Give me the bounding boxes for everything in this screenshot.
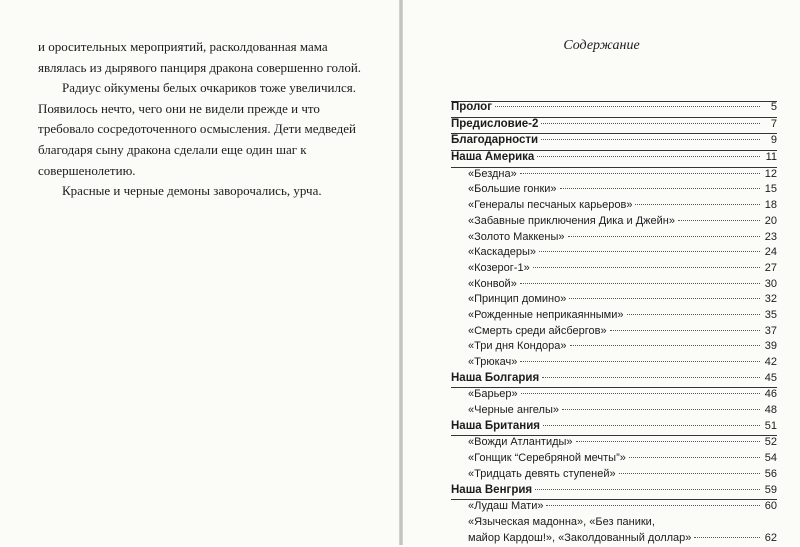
toc-section	[451, 372, 777, 389]
toc-entry-title: «Трюкач»	[468, 356, 518, 368]
toc-page-number: 59	[764, 483, 777, 496]
toc-leader-dots	[610, 330, 760, 331]
toc-entry	[451, 199, 777, 215]
toc-entry	[451, 340, 777, 356]
toc-entry	[451, 278, 777, 294]
toc-entry-title: Наша Венгрия	[451, 483, 533, 496]
toc-page-number: 46	[764, 388, 777, 401]
toc-entry	[451, 183, 777, 199]
toc-page-number: 5	[770, 101, 777, 113]
toc-leader-dots	[542, 377, 760, 378]
toc-page-number: 15	[764, 183, 777, 196]
toc-entry-title: «Черные ангелы»	[468, 404, 559, 417]
toc-leader-dots	[539, 251, 760, 252]
toc-section	[451, 420, 777, 437]
body-text	[38, 37, 372, 202]
paragraph: Радиус ойкумены белых очкариков тоже увеличился. Появилось нечто, чего они не видели прежде и что требовало сосредоточенного осмысления. Дети медведей благодаря сыну дракона сделали еще один шаг к совершенолетию.	[38, 80, 356, 178]
toc-page-number: 37	[764, 324, 777, 337]
toc-page-number: 39	[764, 340, 777, 353]
toc-entry	[451, 468, 777, 484]
toc-section	[451, 134, 777, 151]
table-of-contents	[451, 101, 777, 547]
toc-page-number: 35	[764, 308, 777, 321]
toc-entry-title: Наша Америка	[451, 151, 535, 164]
toc-page-number: 12	[764, 167, 777, 180]
toc-entry-title: «Рожденные неприкаянными»	[468, 308, 624, 321]
toc-leader-dots	[541, 139, 760, 140]
toc-entry	[451, 309, 777, 325]
toc-entry-title: «Генералы песчаных карьеров»	[468, 199, 633, 212]
toc-leader-dots	[694, 537, 760, 538]
paragraph: Красные и черные демоны заворочались, урча.	[62, 183, 322, 199]
toc-section	[451, 151, 777, 168]
toc-entry-title: «Большие гонки»	[468, 183, 557, 196]
toc-leader-dots	[546, 505, 760, 506]
toc-leader-dots	[629, 457, 760, 458]
toc-entry-title: Наша Британия	[451, 419, 540, 432]
toc-entry	[451, 293, 777, 309]
toc-entry	[451, 262, 777, 278]
toc-entry-title: Предисловие-2	[451, 117, 539, 130]
toc-entry	[451, 404, 777, 420]
toc-leader-dots	[635, 204, 760, 205]
toc-title: Содержание	[563, 38, 640, 53]
toc-leader-dots	[521, 393, 760, 394]
toc-leader-dots	[543, 425, 760, 426]
toc-leader-dots	[576, 441, 760, 442]
toc-page-number: 11	[765, 151, 777, 164]
toc-page-number: 32	[764, 293, 777, 306]
toc-entry	[451, 516, 777, 532]
toc-entry	[451, 356, 777, 372]
toc-page-number: 52	[764, 436, 777, 449]
toc-section	[451, 101, 777, 118]
toc-page-number: 9	[770, 134, 777, 147]
toc-entry-title: майор Кардош!», «Заколдованный доллар»	[468, 531, 692, 544]
toc-entry-title: «Конвой»	[468, 277, 517, 290]
toc-page-number: 30	[764, 277, 777, 290]
toc-entry-title: «Золото Маккены»	[468, 230, 565, 243]
toc-entry-title: «Три дня Кондора»	[468, 340, 567, 353]
toc-leader-dots	[537, 156, 760, 157]
toc-entry-title: «Забавные приключения Дика и Джейн»	[468, 214, 675, 227]
toc-page-number: 51	[764, 419, 777, 432]
toc-page-number: 23	[764, 230, 777, 243]
toc-entry-title: «Смерть среди айсбергов»	[468, 324, 607, 337]
toc-entry-title: «Барьер»	[468, 388, 518, 401]
toc-page-number: 60	[764, 500, 777, 513]
toc-leader-dots	[569, 298, 760, 299]
toc-page-number: 45	[764, 371, 777, 384]
toc-page-number: 62	[764, 531, 777, 544]
toc-entry	[451, 215, 777, 231]
toc-entry	[451, 246, 777, 262]
paragraph: и оросительных мероприятий, расколдованная мама являлась из дырявого панциря дракона совершенно голой.	[38, 39, 362, 75]
toc-leader-dots	[541, 123, 760, 124]
toc-entry	[451, 325, 777, 341]
toc-entry-title: «Лудаш Мати»	[468, 500, 544, 513]
toc-page-number: 20	[764, 214, 777, 227]
toc-entry-title: «Вожди Атлантиды»	[468, 436, 573, 449]
toc-leader-dots	[520, 361, 760, 362]
toc-entry	[451, 231, 777, 247]
toc-page-number: 42	[764, 356, 777, 368]
toc-entry	[451, 452, 777, 468]
toc-leader-dots	[678, 220, 760, 221]
left-page	[0, 0, 399, 545]
toc-page-number: 24	[764, 246, 777, 259]
toc-leader-dots	[562, 409, 760, 410]
toc-page-number: 48	[764, 404, 777, 417]
toc-leader-dots	[495, 106, 760, 107]
toc-entry-title: «Козерог-1»	[468, 261, 530, 274]
toc-page-number: 27	[764, 261, 777, 274]
toc-entry-title: Наша Болгария	[451, 371, 540, 384]
toc-leader-dots	[619, 473, 760, 474]
toc-leader-dots	[520, 173, 760, 174]
toc-entry-title: «Языческая мадонна», «Без паники,	[468, 515, 655, 528]
toc-entry	[451, 168, 777, 184]
toc-page-number: 56	[764, 467, 777, 480]
toc-entry-title: «Бездна»	[468, 167, 517, 180]
toc-entry-title: «Каскадеры»	[468, 246, 536, 259]
toc-entry	[451, 500, 777, 516]
toc-leader-dots	[535, 489, 760, 490]
toc-leader-dots	[520, 283, 760, 284]
toc-entry	[451, 388, 777, 404]
toc-entry-title: Пролог	[451, 101, 492, 113]
right-page	[403, 0, 800, 545]
toc-leader-dots	[570, 345, 760, 346]
toc-entry	[451, 436, 777, 452]
toc-page-number: 54	[764, 452, 777, 465]
toc-section	[451, 118, 777, 135]
toc-entry-title: Благодарности	[451, 134, 539, 147]
toc-entry-title: «Принцип домино»	[468, 293, 567, 306]
toc-leader-dots	[627, 314, 760, 315]
toc-entry-title: «Тридцать девять ступеней»	[468, 467, 616, 480]
toc-leader-dots	[533, 267, 760, 268]
toc-page-number: 18	[764, 199, 777, 212]
toc-leader-dots	[568, 236, 760, 237]
toc-section	[451, 484, 777, 501]
toc-leader-dots	[560, 188, 760, 189]
toc-page-number: 7	[770, 117, 777, 130]
toc-entry-title: «Гонщик “Серебряной мечты”»	[468, 452, 626, 465]
